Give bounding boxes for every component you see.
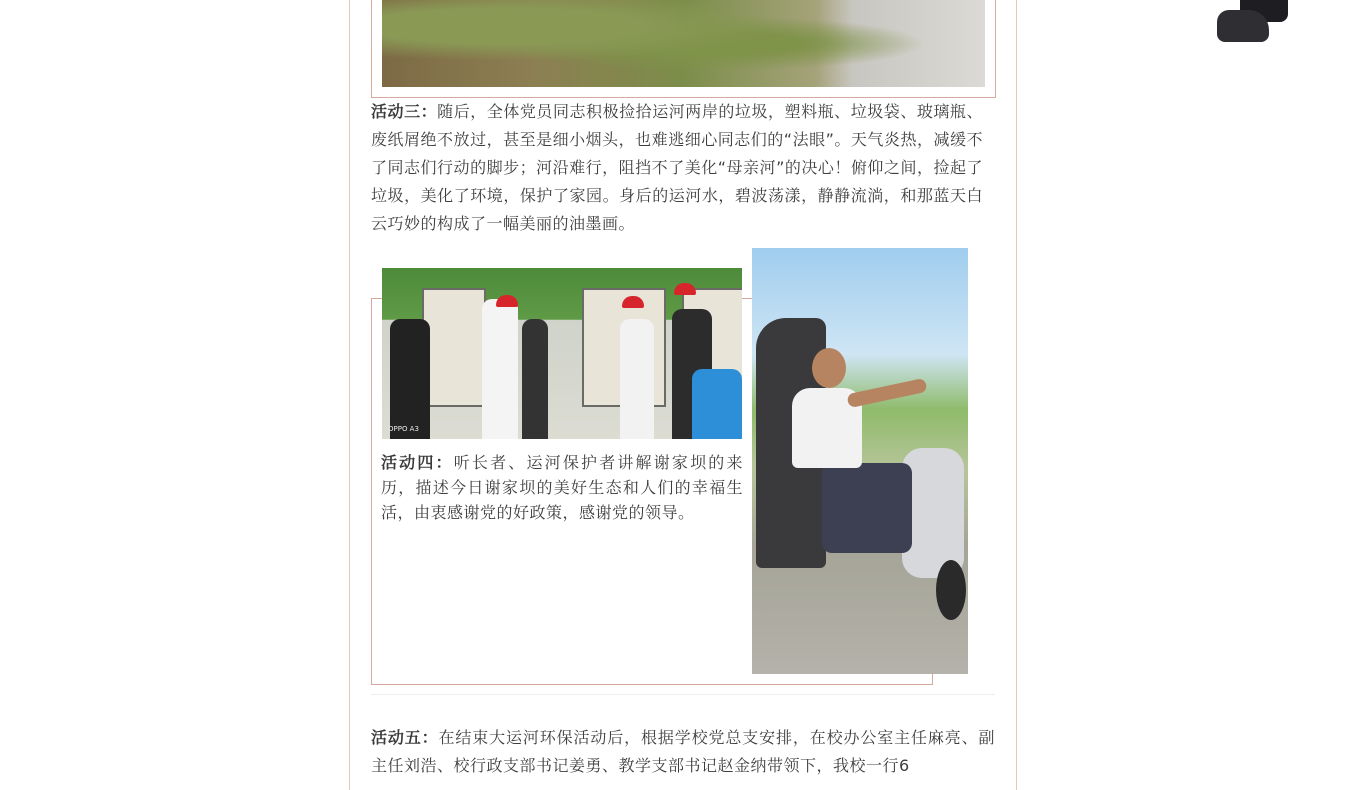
photo-person (692, 369, 742, 439)
photo-red-cap (622, 296, 644, 308)
activity-3-label: 活动三： (371, 102, 438, 121)
photo-display-board (422, 288, 486, 407)
photo-tricycle-wheel (936, 560, 966, 620)
photo-person (522, 319, 548, 439)
photo-driver-head (812, 348, 846, 388)
photo-riverbank-cleanup (382, 0, 985, 87)
photo-red-cap (674, 283, 696, 295)
photo-red-cap (496, 295, 518, 307)
activity-5-text: 在结束大运河环保活动后，根据学校党总支安排，在校办公室主任麻亮、副主任刘浩、校行政支部书记姜勇、教学支部书记赵金纳带领下，我校一行6 (371, 728, 995, 775)
activity-4-paragraph (381, 450, 743, 525)
photo-person (390, 319, 430, 439)
frame-divider-tick (742, 298, 752, 299)
photo-elder-on-tricycle (752, 248, 968, 674)
photo-driver-legs (822, 463, 912, 553)
photo-watermark: OPPO A3 (388, 425, 419, 433)
photo-driver-arm (846, 378, 927, 408)
photo-person (620, 319, 654, 439)
photo-person (482, 299, 518, 439)
photo-figure-shoe (1217, 10, 1269, 42)
activity-3-text: 随后，全体党员同志积极捡拾运河两岸的垃圾，塑料瓶、垃圾袋、玻璃瓶、废纸屑绝不放过，甚至是细小烟头，也难逃细心同志们的“法眼”。天气炎热，减缓不了同志们行动的脚步；河沿难行，阻挡不了美化“母亲河”的决心！俯仰之间，捡起了垃圾，美化了环境，保护了家园。身后的运河水，碧波荡漾，静静流淌，和那蓝天白云巧妙的构成了一幅美丽的油墨画。 (371, 102, 983, 233)
activity-3-paragraph (371, 98, 983, 238)
activity-4-label: 活动四： (381, 453, 454, 472)
activity-4-text: 听长者、运河保护者讲解谢家坝的来历，描述今日谢家坝的美好生态和人们的幸福生活，由衷感谢党的好政策，感谢党的领导。 (381, 453, 743, 522)
activity-5-label: 活动五： (371, 728, 439, 747)
section-divider (371, 694, 995, 695)
photo-group-listening (382, 268, 742, 439)
